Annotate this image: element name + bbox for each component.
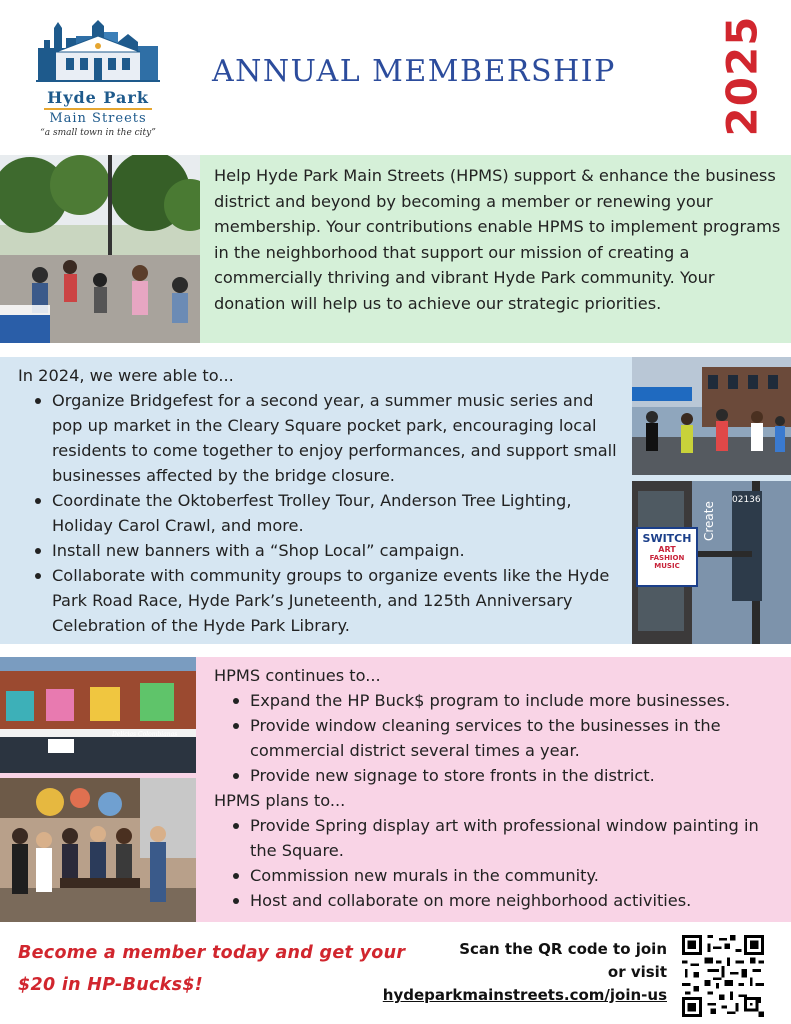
join-url-link[interactable]: hydeparkmainstreets.com/join-us: [382, 986, 667, 1004]
storefront-murals-photo-icon: [0, 657, 196, 773]
mural-store-sign: Delicias Colombianas: [112, 731, 178, 738]
list-item: Expand the HP Buck$ program to include more businesses.: [228, 688, 784, 713]
community-event-photo-icon: [0, 155, 200, 343]
logo-divider: [44, 108, 152, 110]
hpms-logo[interactable]: [36, 18, 160, 142]
accomplishments-section: [0, 357, 791, 644]
plans-text: [214, 663, 784, 913]
street-banner-photo: [632, 481, 791, 644]
banner-sign-line: FASHION: [649, 554, 685, 562]
cta-line2: $20 in HP-Bucks$!: [18, 975, 204, 995]
scan-line1: Scan the QR code to join: [459, 940, 667, 958]
scan-line2: or visit: [607, 963, 667, 981]
year-label: 2025: [717, 15, 767, 137]
list-item: Provide new signage to store fronts in the district.: [228, 763, 784, 788]
scan-instructions: [383, 938, 667, 1007]
plans-list: [228, 813, 784, 913]
cta-line1: Become a member today and get your: [18, 943, 406, 963]
list-item: Install new banners with a “Shop Local” campaign.: [30, 538, 624, 563]
banner-sign-line: MUSIC: [654, 562, 680, 570]
list-item: Host and collaborate on more neighborhood activities.: [228, 888, 784, 913]
header: [0, 0, 791, 150]
logo-name-line1: Hyde Park: [47, 88, 149, 107]
continues-list: [228, 688, 784, 788]
list-item: Coordinate the Oktoberfest Trolley Tour, Anderson Tree Lighting, Holiday Carol Crawl, and more.: [30, 488, 624, 538]
list-item: Provide window cleaning services to the businesses in the commercial district several times a year.: [228, 713, 784, 763]
list-item: Commission new murals in the community.: [228, 863, 784, 888]
banner-sign-line: ART: [658, 545, 676, 554]
banner-vertical-text: Create: [702, 501, 716, 541]
plans-heading: HPMS plans to...: [214, 791, 346, 810]
logo-tagline: “a small town in the city”: [40, 128, 156, 138]
plans-section: [0, 657, 791, 922]
banner-zip: 02136: [732, 495, 761, 505]
qr-code-icon[interactable]: [682, 935, 764, 1017]
list-item: Collaborate with community groups to organize events like the Hyde Park Road Race, Hyde Park’s Juneteenth, and 125th Anniversary Celebration of the Hyde Park Library.: [30, 563, 624, 638]
banner-sign: [636, 527, 698, 587]
intro-section: [0, 155, 791, 343]
list-item: Organize Bridgefest for a second year, a summer music series and pop up market in the Cleary Square pocket park, encouraging local residents to come together to enjoy performances, and support small businesses affected by the bridge closure.: [30, 388, 624, 488]
membership-call-to-action: [18, 937, 405, 1001]
logo-name-line2: Main Streets: [49, 111, 147, 126]
banner-sign-title: SWITCH: [642, 532, 692, 545]
list-item: Provide Spring display art with professional window painting in the Square.: [228, 813, 784, 863]
accomplishments-list: [30, 388, 624, 638]
page-title: ANNUAL MEMBERSHIP: [212, 54, 616, 89]
intro-paragraph: Help Hyde Park Main Streets (HPMS) support & enhance the business district and beyond by becoming a member or renewing your membership. Your contributions enable HPMS to implement programs in the neighborhood that support our mission of creating a commercially thriving and vibrant Hyde Park community. Your donation will help us to achieve our strategic priorities.: [214, 166, 781, 313]
accomplishments-intro: In 2024, we were able to...: [18, 366, 234, 385]
road-race-photo-icon: [632, 357, 791, 475]
continues-heading: HPMS continues to...: [214, 666, 381, 685]
skyline-logo-icon: [36, 18, 160, 82]
group-gathering-photo-icon: [0, 778, 196, 922]
storefront-murals-photo: [0, 657, 196, 773]
